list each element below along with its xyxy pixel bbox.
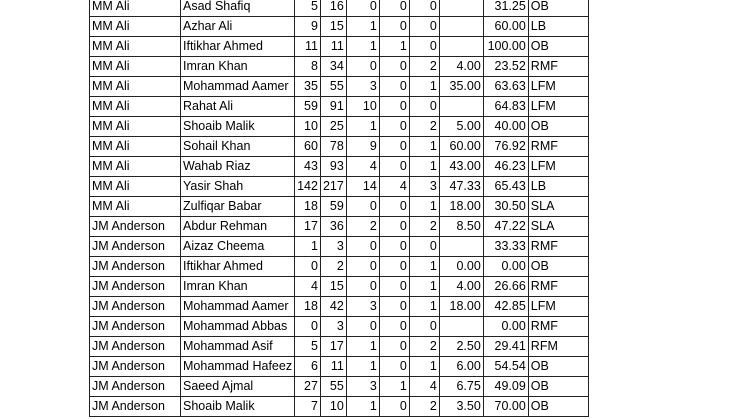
cell-c6[interactable]: 0 [379,0,409,17]
cell-c3[interactable]: 27 [295,377,321,397]
cell-c3[interactable]: 6 [295,357,321,377]
cell-c8[interactable] [439,317,483,337]
table-row [90,237,589,257]
cell-c3[interactable]: 4 [295,277,321,297]
cell-c7[interactable]: 0 [409,97,439,117]
table-row [90,357,589,377]
cell-c5[interactable]: 0 [346,57,379,77]
cell-c7[interactable]: 1 [409,157,439,177]
cell-c9[interactable]: 30.50 [483,197,528,217]
cell-c8[interactable] [439,17,483,37]
cell-c4[interactable]: 55 [320,377,346,397]
cell-c9[interactable]: 40.00 [483,117,528,137]
cell-c8[interactable] [439,97,483,117]
cell-c9[interactable]: 49.09 [483,377,528,397]
cell-c6[interactable]: 0 [379,77,409,97]
cell-c8[interactable] [439,0,483,17]
cell-c7[interactable]: 2 [409,117,439,137]
cell-bowler[interactable]: JM Anderson [90,337,181,357]
cell-c5[interactable]: 0 [346,197,379,217]
cell-c3[interactable]: 5 [295,337,321,357]
cell-c3[interactable]: 59 [295,97,321,117]
cell-c3[interactable]: 7 [295,397,321,417]
cell-c8[interactable] [439,237,483,257]
table-row [90,377,589,397]
cell-bowler[interactable]: JM Anderson [90,397,181,417]
cell-c7[interactable]: 0 [409,17,439,37]
cell-bowler[interactable]: JM Anderson [90,377,181,397]
cell-c8[interactable]: 0.00 [439,257,483,277]
cell-c6[interactable]: 1 [379,377,409,397]
cell-batsman[interactable]: Saeed Ajmal [181,377,295,397]
cell-position[interactable]: RMF [528,317,588,337]
cell-bowler[interactable]: MM Ali [90,117,181,137]
cell-c5[interactable]: 4 [346,157,379,177]
cell-c8[interactable]: 3.50 [439,397,483,417]
cell-c4[interactable]: 59 [320,197,346,217]
cell-c5[interactable]: 0 [346,317,379,337]
table-row [90,57,589,77]
spreadsheet-table [89,0,589,417]
cell-c8[interactable]: 43.00 [439,157,483,177]
cell-c9[interactable]: 0.00 [483,317,528,337]
cell-c7[interactable]: 0 [409,237,439,257]
cell-position[interactable]: RFM [528,337,588,357]
cell-c6[interactable]: 0 [379,117,409,137]
table-row [90,277,589,297]
cell-c6[interactable]: 0 [379,297,409,317]
cell-c5[interactable]: 1 [346,37,379,57]
cell-c5[interactable]: 3 [346,297,379,317]
cell-c7[interactable]: 1 [409,257,439,277]
cell-c5[interactable]: 1 [346,357,379,377]
table-row [90,0,589,17]
table-row [90,117,589,137]
cell-c4[interactable]: 42 [320,297,346,317]
cell-position[interactable]: OB [528,397,588,417]
cell-position[interactable]: LB [528,17,588,37]
cell-c9[interactable]: 54.54 [483,357,528,377]
cell-position[interactable]: RMF [528,57,588,77]
table-body [90,0,589,417]
cell-c4[interactable]: 217 [320,177,346,197]
cell-bowler[interactable]: JM Anderson [90,277,181,297]
cell-c7[interactable]: 1 [409,297,439,317]
cell-bowler[interactable]: MM Ali [90,97,181,117]
cell-batsman[interactable]: Rahat Ali [181,97,295,117]
cell-c5[interactable]: 3 [346,377,379,397]
cell-c4[interactable]: 34 [320,57,346,77]
cell-c4[interactable]: 36 [320,217,346,237]
cell-c8[interactable]: 6.75 [439,377,483,397]
cell-position[interactable]: OB [528,357,588,377]
cell-c3[interactable]: 0 [295,257,321,277]
cell-position[interactable]: OB [528,257,588,277]
cell-batsman[interactable]: Asad Shafiq [181,0,295,17]
table-row [90,177,589,197]
cell-c8[interactable]: 35.00 [439,77,483,97]
cell-bowler[interactable]: MM Ali [90,77,181,97]
cell-position[interactable]: LFM [528,297,588,317]
cell-bowler[interactable]: MM Ali [90,0,181,17]
cell-bowler[interactable]: MM Ali [90,137,181,157]
cell-bowler[interactable]: MM Ali [90,157,181,177]
table-row [90,257,589,277]
table-row [90,217,589,237]
cell-position[interactable]: SLA [528,217,588,237]
cell-c8[interactable]: 4.00 [439,277,483,297]
cell-batsman[interactable]: Abdur Rehman [181,217,295,237]
cell-c5[interactable]: 1 [346,117,379,137]
cell-c8[interactable]: 18.00 [439,297,483,317]
cell-bowler[interactable]: MM Ali [90,197,181,217]
cell-c7[interactable]: 3 [409,177,439,197]
cell-batsman[interactable]: Wahab Riaz [181,157,295,177]
cell-c7[interactable]: 0 [409,0,439,17]
cell-c9[interactable]: 100.00 [483,37,528,57]
cell-c4[interactable]: 91 [320,97,346,117]
cell-c9[interactable]: 29.41 [483,337,528,357]
cell-c6[interactable]: 0 [379,57,409,77]
cell-c7[interactable]: 0 [409,37,439,57]
cell-c3[interactable]: 43 [295,157,321,177]
cell-position[interactable]: RMF [528,137,588,157]
cell-batsman[interactable]: Aizaz Cheema [181,237,295,257]
cell-c7[interactable]: 0 [409,317,439,337]
cell-c8[interactable]: 18.00 [439,197,483,217]
cell-c3[interactable]: 18 [295,297,321,317]
cell-c6[interactable]: 0 [379,317,409,337]
cell-c7[interactable]: 2 [409,57,439,77]
cell-batsman[interactable]: Mohammad Aamer [181,297,295,317]
cell-c6[interactable]: 0 [379,337,409,357]
cell-c6[interactable]: 1 [379,37,409,57]
cell-c5[interactable]: 1 [346,397,379,417]
table-row [90,337,589,357]
cell-c6[interactable]: 0 [379,237,409,257]
table-row [90,397,589,417]
cell-c9[interactable]: 76.92 [483,137,528,157]
cell-c9[interactable]: 33.33 [483,237,528,257]
table-row [90,297,589,317]
cell-position[interactable]: SLA [528,197,588,217]
cell-c3[interactable]: 11 [295,37,321,57]
cell-position[interactable]: RMF [528,277,588,297]
cell-c7[interactable]: 1 [409,197,439,217]
cell-c5[interactable]: 2 [346,217,379,237]
cell-position[interactable]: LFM [528,157,588,177]
cell-c4[interactable]: 11 [320,37,346,57]
cell-batsman[interactable]: Shoaib Malik [181,117,295,137]
cell-c5[interactable]: 14 [346,177,379,197]
cell-c5[interactable]: 0 [346,237,379,257]
cell-c9[interactable]: 65.43 [483,177,528,197]
cell-c9[interactable]: 70.00 [483,397,528,417]
cell-c3[interactable]: 0 [295,317,321,337]
cell-c6[interactable]: 0 [379,357,409,377]
cell-c3[interactable]: 17 [295,217,321,237]
cell-c3[interactable]: 9 [295,17,321,37]
cell-c5[interactable]: 0 [346,257,379,277]
cell-c3[interactable]: 10 [295,117,321,137]
cell-position[interactable]: OB [528,117,588,137]
cell-position[interactable]: LB [528,177,588,197]
cell-position[interactable]: OB [528,377,588,397]
cell-c7[interactable]: 2 [409,217,439,237]
cell-c5[interactable]: 10 [346,97,379,117]
cell-c5[interactable]: 0 [346,0,379,17]
cell-batsman[interactable]: Mohammad Hafeez [181,357,295,377]
cell-c8[interactable]: 60.00 [439,137,483,157]
cell-c4[interactable]: 2 [320,257,346,277]
table-row [90,37,589,57]
cell-c4[interactable]: 16 [320,0,346,17]
cell-c6[interactable]: 0 [379,257,409,277]
cell-batsman[interactable]: Shoaib Malik [181,397,295,417]
cell-c5[interactable]: 1 [346,337,379,357]
cell-c9[interactable]: 23.52 [483,57,528,77]
cell-position[interactable]: OB [528,37,588,57]
cell-position[interactable]: RMF [528,237,588,257]
cell-c8[interactable]: 47.33 [439,177,483,197]
cell-position[interactable]: OB [528,0,588,17]
cell-c5[interactable]: 1 [346,17,379,37]
cell-batsman[interactable]: Azhar Ali [181,17,295,37]
cell-c4[interactable]: 11 [320,357,346,377]
cell-c4[interactable]: 15 [320,277,346,297]
table-row [90,17,589,37]
cell-c6[interactable]: 4 [379,177,409,197]
cell-batsman[interactable]: Mohammad Aamer [181,77,295,97]
cell-bowler[interactable]: JM Anderson [90,317,181,337]
cell-bowler[interactable]: JM Anderson [90,357,181,377]
cell-c3[interactable]: 5 [295,0,321,17]
table-row [90,77,589,97]
cell-c8[interactable]: 4.00 [439,57,483,77]
cell-batsman[interactable]: Zulfiqar Babar [181,197,295,217]
cell-bowler[interactable]: JM Anderson [90,217,181,237]
cell-c9[interactable]: 47.22 [483,217,528,237]
table-row [90,137,589,157]
cell-batsman[interactable]: Mohammad Asif [181,337,295,357]
cell-c4[interactable]: 10 [320,397,346,417]
cell-batsman[interactable]: Imran Khan [181,277,295,297]
cell-c8[interactable] [439,37,483,57]
cell-c4[interactable]: 15 [320,17,346,37]
cell-c6[interactable]: 0 [379,197,409,217]
cell-c6[interactable]: 0 [379,137,409,157]
cell-c6[interactable]: 0 [379,97,409,117]
cell-bowler[interactable]: JM Anderson [90,237,181,257]
cell-c6[interactable]: 0 [379,157,409,177]
cell-bowler[interactable]: MM Ali [90,57,181,77]
cell-c9[interactable]: 31.25 [483,0,528,17]
cell-c7[interactable]: 1 [409,77,439,97]
table-row [90,157,589,177]
cell-c3[interactable]: 18 [295,197,321,217]
cell-batsman[interactable]: Iftikhar Ahmed [181,37,295,57]
cell-position[interactable]: LFM [528,77,588,97]
cell-bowler[interactable]: JM Anderson [90,257,181,277]
cell-position[interactable]: LFM [528,97,588,117]
cell-c8[interactable]: 6.00 [439,357,483,377]
cell-c9[interactable]: 42.85 [483,297,528,317]
cell-c6[interactable]: 0 [379,397,409,417]
cell-c4[interactable]: 93 [320,157,346,177]
table-row [90,317,589,337]
cell-bowler[interactable]: JM Anderson [90,297,181,317]
cell-c5[interactable]: 9 [346,137,379,157]
cell-c6[interactable]: 0 [379,217,409,237]
cell-c7[interactable]: 1 [409,277,439,297]
cell-c7[interactable]: 1 [409,357,439,377]
cell-c4[interactable]: 3 [320,317,346,337]
cell-c4[interactable]: 3 [320,237,346,257]
cell-c9[interactable]: 0.00 [483,257,528,277]
cell-c9[interactable]: 63.63 [483,77,528,97]
table-row [90,97,589,117]
cell-batsman[interactable]: Iftikhar Ahmed [181,257,295,277]
cell-c6[interactable]: 0 [379,17,409,37]
cell-c7[interactable]: 2 [409,397,439,417]
cell-bowler[interactable]: MM Ali [90,37,181,57]
cell-c4[interactable]: 17 [320,337,346,357]
cell-c3[interactable]: 8 [295,57,321,77]
cell-batsman[interactable]: Mohammad Abbas [181,317,295,337]
cell-bowler[interactable]: MM Ali [90,17,181,37]
cell-c3[interactable]: 35 [295,77,321,97]
cell-batsman[interactable]: Sohail Khan [181,137,295,157]
cell-c4[interactable]: 78 [320,137,346,157]
cell-c7[interactable]: 2 [409,337,439,357]
cell-c9[interactable]: 60.00 [483,17,528,37]
cell-c6[interactable]: 0 [379,277,409,297]
cell-c3[interactable]: 142 [295,177,321,197]
cell-bowler[interactable]: MM Ali [90,177,181,197]
cell-batsman[interactable]: Imran Khan [181,57,295,77]
cell-c7[interactable]: 1 [409,137,439,157]
cell-c4[interactable]: 55 [320,77,346,97]
cell-c4[interactable]: 25 [320,117,346,137]
cell-c8[interactable]: 8.50 [439,217,483,237]
cell-c5[interactable]: 3 [346,77,379,97]
cell-c9[interactable]: 46.23 [483,157,528,177]
cell-c3[interactable]: 60 [295,137,321,157]
cell-c9[interactable]: 64.83 [483,97,528,117]
cell-c8[interactable]: 5.00 [439,117,483,137]
cell-c3[interactable]: 1 [295,237,321,257]
cell-c9[interactable]: 26.66 [483,277,528,297]
cell-c7[interactable]: 4 [409,377,439,397]
cell-c5[interactable]: 0 [346,277,379,297]
table-row [90,197,589,217]
cell-c8[interactable]: 2.50 [439,337,483,357]
cell-batsman[interactable]: Yasir Shah [181,177,295,197]
